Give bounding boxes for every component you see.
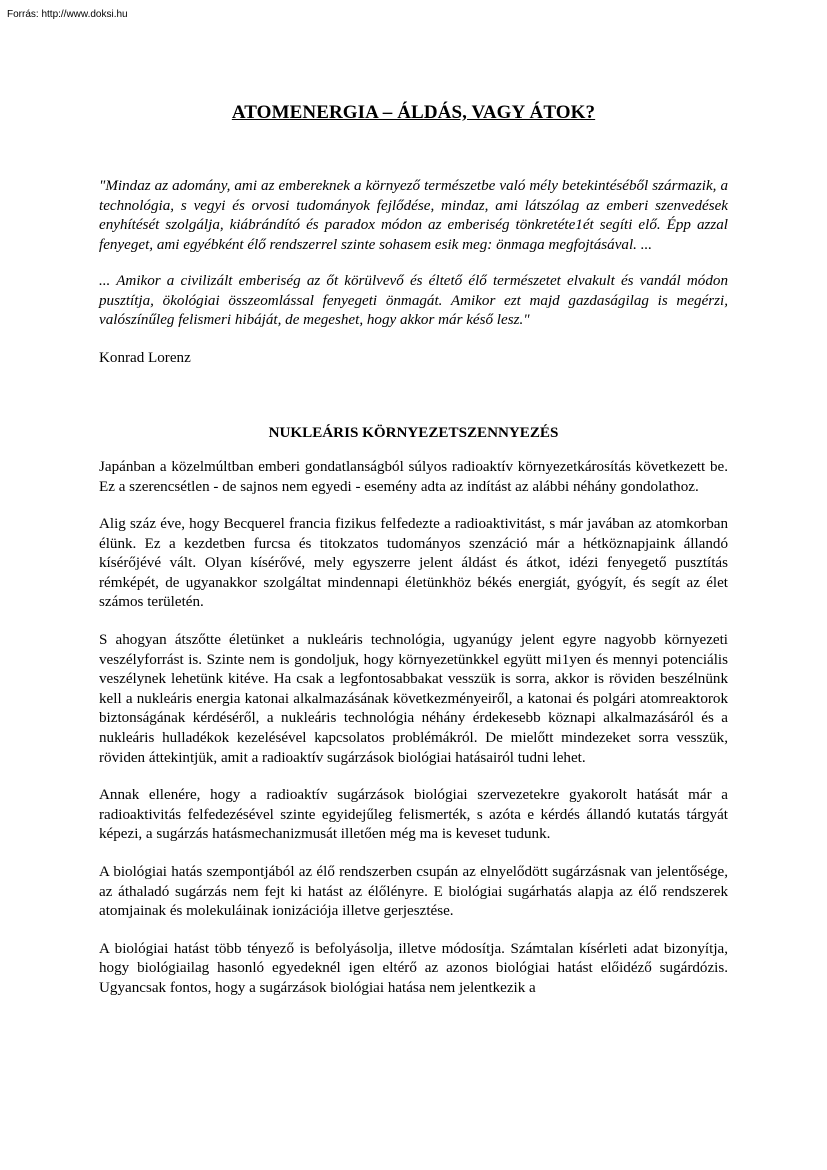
document-title: ATOMENERGIA – ÁLDÁS, VAGY ÁTOK?: [231, 102, 596, 123]
body-paragraph-5: A biológiai hatás szempontjából az élő rendszerben csupán az elnyelődött sugárzásnak van jelentősége, az áthaladó sugárzás nem fejt ki hatást az élőlényre. E biológiai sugárhatás alapja az élő rendszerek atomjainak és molekuláinak ionizációja illetve gerjesztése.: [99, 864, 728, 920]
body-paragraph-2: Alig száz éve, hogy Becquerel francia fizikus felfedezte a radioaktivitást, s már javában az atomkorban élünk. Ez a kezdetben furcsa és titokzatos tudományos szenzáció már a hétköznapjaink állandó kísérőjévé vált. Olyan kísérővé, mely egyszerre jelent áldást és átkot, idézi fenyegető pusztítás rémképét, de ugyanakkor szolgáltat mindennapi életünkhöz békés energiát, gyógyít, és segít az élet számos területén.: [99, 516, 728, 611]
quote-paragraph-2: ... Amikor a civilizált emberiség az őt körülvevő és éltető élő természetet elvakult és vandál módon pusztítja, ökológiai összeomlással fenyegeti önmagát. Amikor ezt majd gazdaságilag is megérzi, valószínűleg felismeri hibáját, de megeshet, hogy akkor már késő lesz.": [99, 272, 728, 329]
source-url: Forrás: http://www.doksi.hu: [7, 9, 128, 20]
quote-author: Konrad Lorenz: [99, 349, 191, 366]
document-page: [99, 100, 728, 999]
body-paragraph-1: Japánban a közelmúltban emberi gondatlanságból súlyos radioaktív környezetkárosítás következett be. Ez a szerencsétlen - de sajnos nem egyedi - esemény adta az indítást az alábbi néhány gondolathoz.: [99, 458, 728, 495]
quote-paragraph-1: "Mindaz az adomány, ami az embereknek a környező természetbe való mély betekintéséből származik, a technológia, s vegyi és orvosi tudományok fejlődése, mindaz, ami látszólag az emberi szenvedések enyhítését szolgálja, kiábrándító és paradox módon az emberiség tönkretéte1ét segíti elő. Épp azzal fenyeget, ami egyébként élő rendszerrel szinte sohasem esik meg: önmaga megfojtásával. ...: [99, 178, 728, 254]
section-heading: NUKLEÁRIS KÖRNYEZETSZENNYEZÉS: [268, 424, 559, 441]
body-paragraph-6: A biológiai hatást több tényező is befolyásolja, illetve módosítja. Számtalan kísérleti adat bizonyítja, hogy biológiailag hasonló egyedeknél igen eltérő az azonos biológiai hatást előidéző sugárdózis. Ugyancsak fontos, hogy a sugárzások biológiai hatása nem jelentkezik a: [99, 940, 728, 996]
body-paragraph-4: Annak ellenére, hogy a radioaktív sugárzások biológiai szervezetekre gyakorolt hatását már a radioaktivitás felfedezésével szinte egyidejűleg felismerték, s azóta e kérdés állandó kutatás tárgyát képezi, a sugárzás hatásmechanizmusát illetően még ma is keveset tudunk.: [99, 787, 728, 843]
body-paragraph-3: S ahogyan átszőtte életünket a nukleáris technológia, ugyanúgy jelent egyre nagyobb környezeti veszélyforrást is. Szinte nem is gondoljuk, hogy környezetünkkel együtt mi1yen és mennyi potenciális veszélynek lehetünk kitéve. Ha csak a legfontosabbakat vesszük is sorra, akkor is röviden beszélnünk kell a nukleáris energia katonai alkalmazásának következményeiről, a katonai és polgári atomreaktorok biztonságának kérdéséről, a nukleáris technológia néhány érdekesebb köznapi alkalmazásáról és a nukleáris hulladékok kezelésével kapcsolatos problémákról. De mielőtt mindezeket sorra vesszük, röviden áttekintjük, amit a radioaktív sugárzások biológiai hatásairól tudni lehet.: [99, 632, 728, 766]
